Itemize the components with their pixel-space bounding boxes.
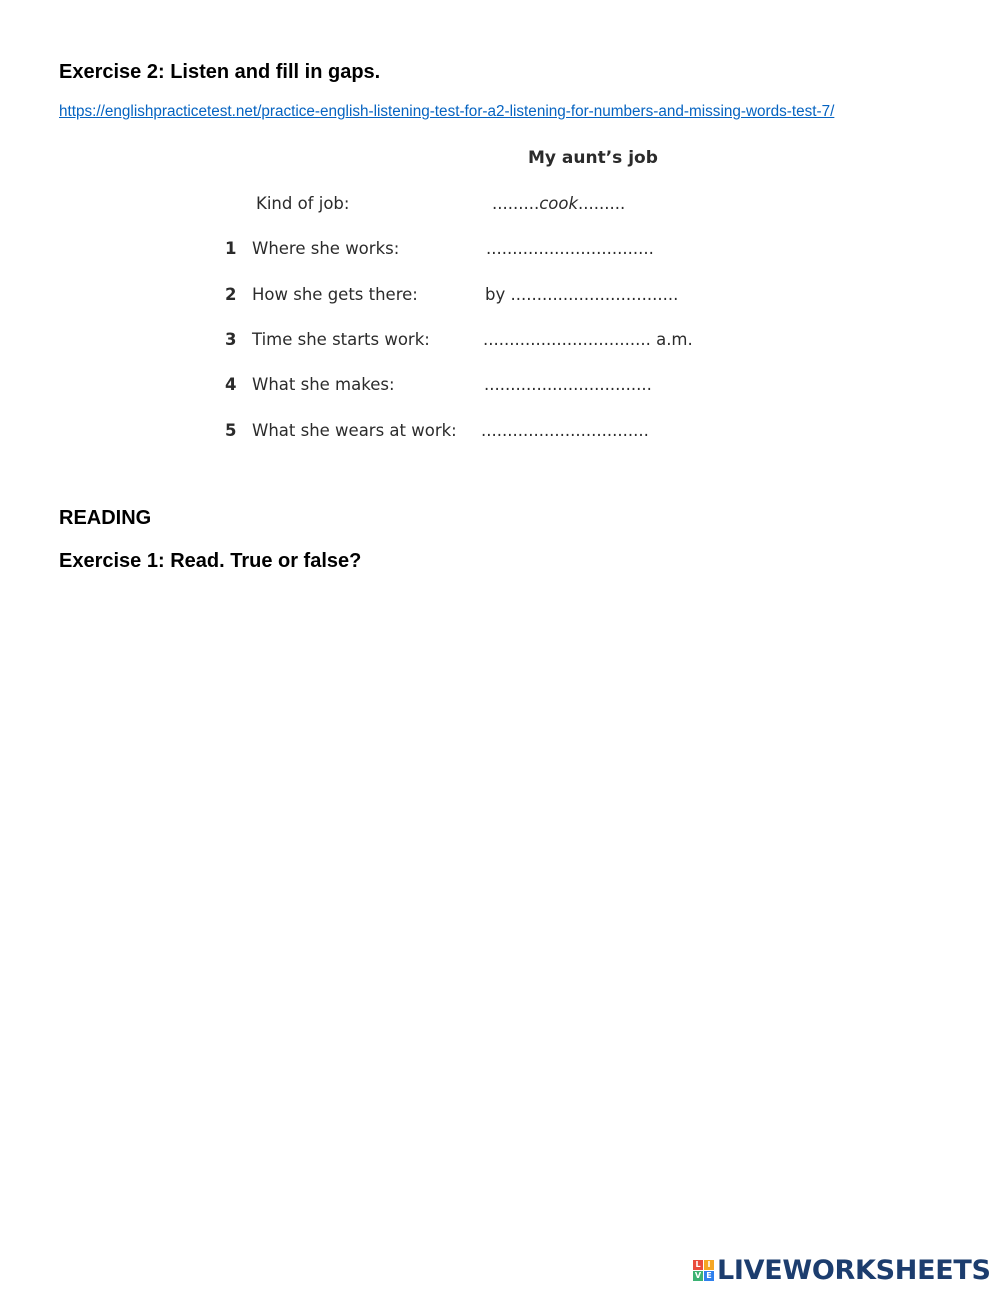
logo-mark-icon xyxy=(693,1260,714,1281)
row-number: 3 xyxy=(225,330,237,349)
example-answer xyxy=(492,194,625,213)
example-answer-prefix: ......... xyxy=(492,194,540,213)
answer-gap[interactable]: ................................ a.m. xyxy=(483,330,693,349)
answer-gap[interactable]: ................................ xyxy=(481,421,649,440)
row-label: Where she works: xyxy=(252,239,400,258)
worksheet-row xyxy=(210,285,730,311)
row-number: 4 xyxy=(225,375,237,394)
worksheet-row xyxy=(210,421,730,447)
logo-mark-letter: L xyxy=(693,1260,703,1270)
liveworksheets-logo[interactable] xyxy=(693,1253,991,1287)
example-label: Kind of job: xyxy=(256,194,350,213)
row-number: 5 xyxy=(225,421,237,440)
reading-heading: READING xyxy=(59,507,152,529)
row-number: 2 xyxy=(225,285,237,304)
exercise-2-heading: Exercise 2: Listen and fill in gaps. xyxy=(59,61,381,83)
example-answer-word: cook xyxy=(539,194,579,213)
logo-mark-letter: E xyxy=(704,1271,714,1281)
worksheet-title: My aunt’s job xyxy=(528,148,658,168)
row-label: How she gets there: xyxy=(252,285,418,304)
listening-test-link[interactable]: https://englishpracticetest.net/practice-english-listening-test-for-a2-listening-for-numbers-and-missing-words-test-7/ xyxy=(59,103,835,120)
worksheet-row xyxy=(210,375,730,401)
answer-gap[interactable]: ................................ xyxy=(484,375,652,394)
worksheet-row xyxy=(210,239,730,265)
exercise-1-heading: Exercise 1: Read. True or false? xyxy=(59,550,362,572)
worksheet-example-row xyxy=(210,194,730,220)
row-label: What she wears at work: xyxy=(252,421,457,440)
worksheet-row xyxy=(210,330,730,356)
answer-gap[interactable]: by ................................ xyxy=(485,285,679,304)
logo-mark-letter: V xyxy=(694,1270,702,1280)
logo-text: LIVEWORKSHEETS xyxy=(717,1254,991,1286)
row-number: 1 xyxy=(225,239,237,258)
row-label: What she makes: xyxy=(252,375,395,394)
answer-gap[interactable]: ................................ xyxy=(486,239,654,258)
example-answer-suffix: ......... xyxy=(578,194,626,213)
row-label: Time she starts work: xyxy=(252,330,430,349)
worksheet-image xyxy=(210,140,730,460)
logo-mark-letter: I xyxy=(704,1260,714,1270)
